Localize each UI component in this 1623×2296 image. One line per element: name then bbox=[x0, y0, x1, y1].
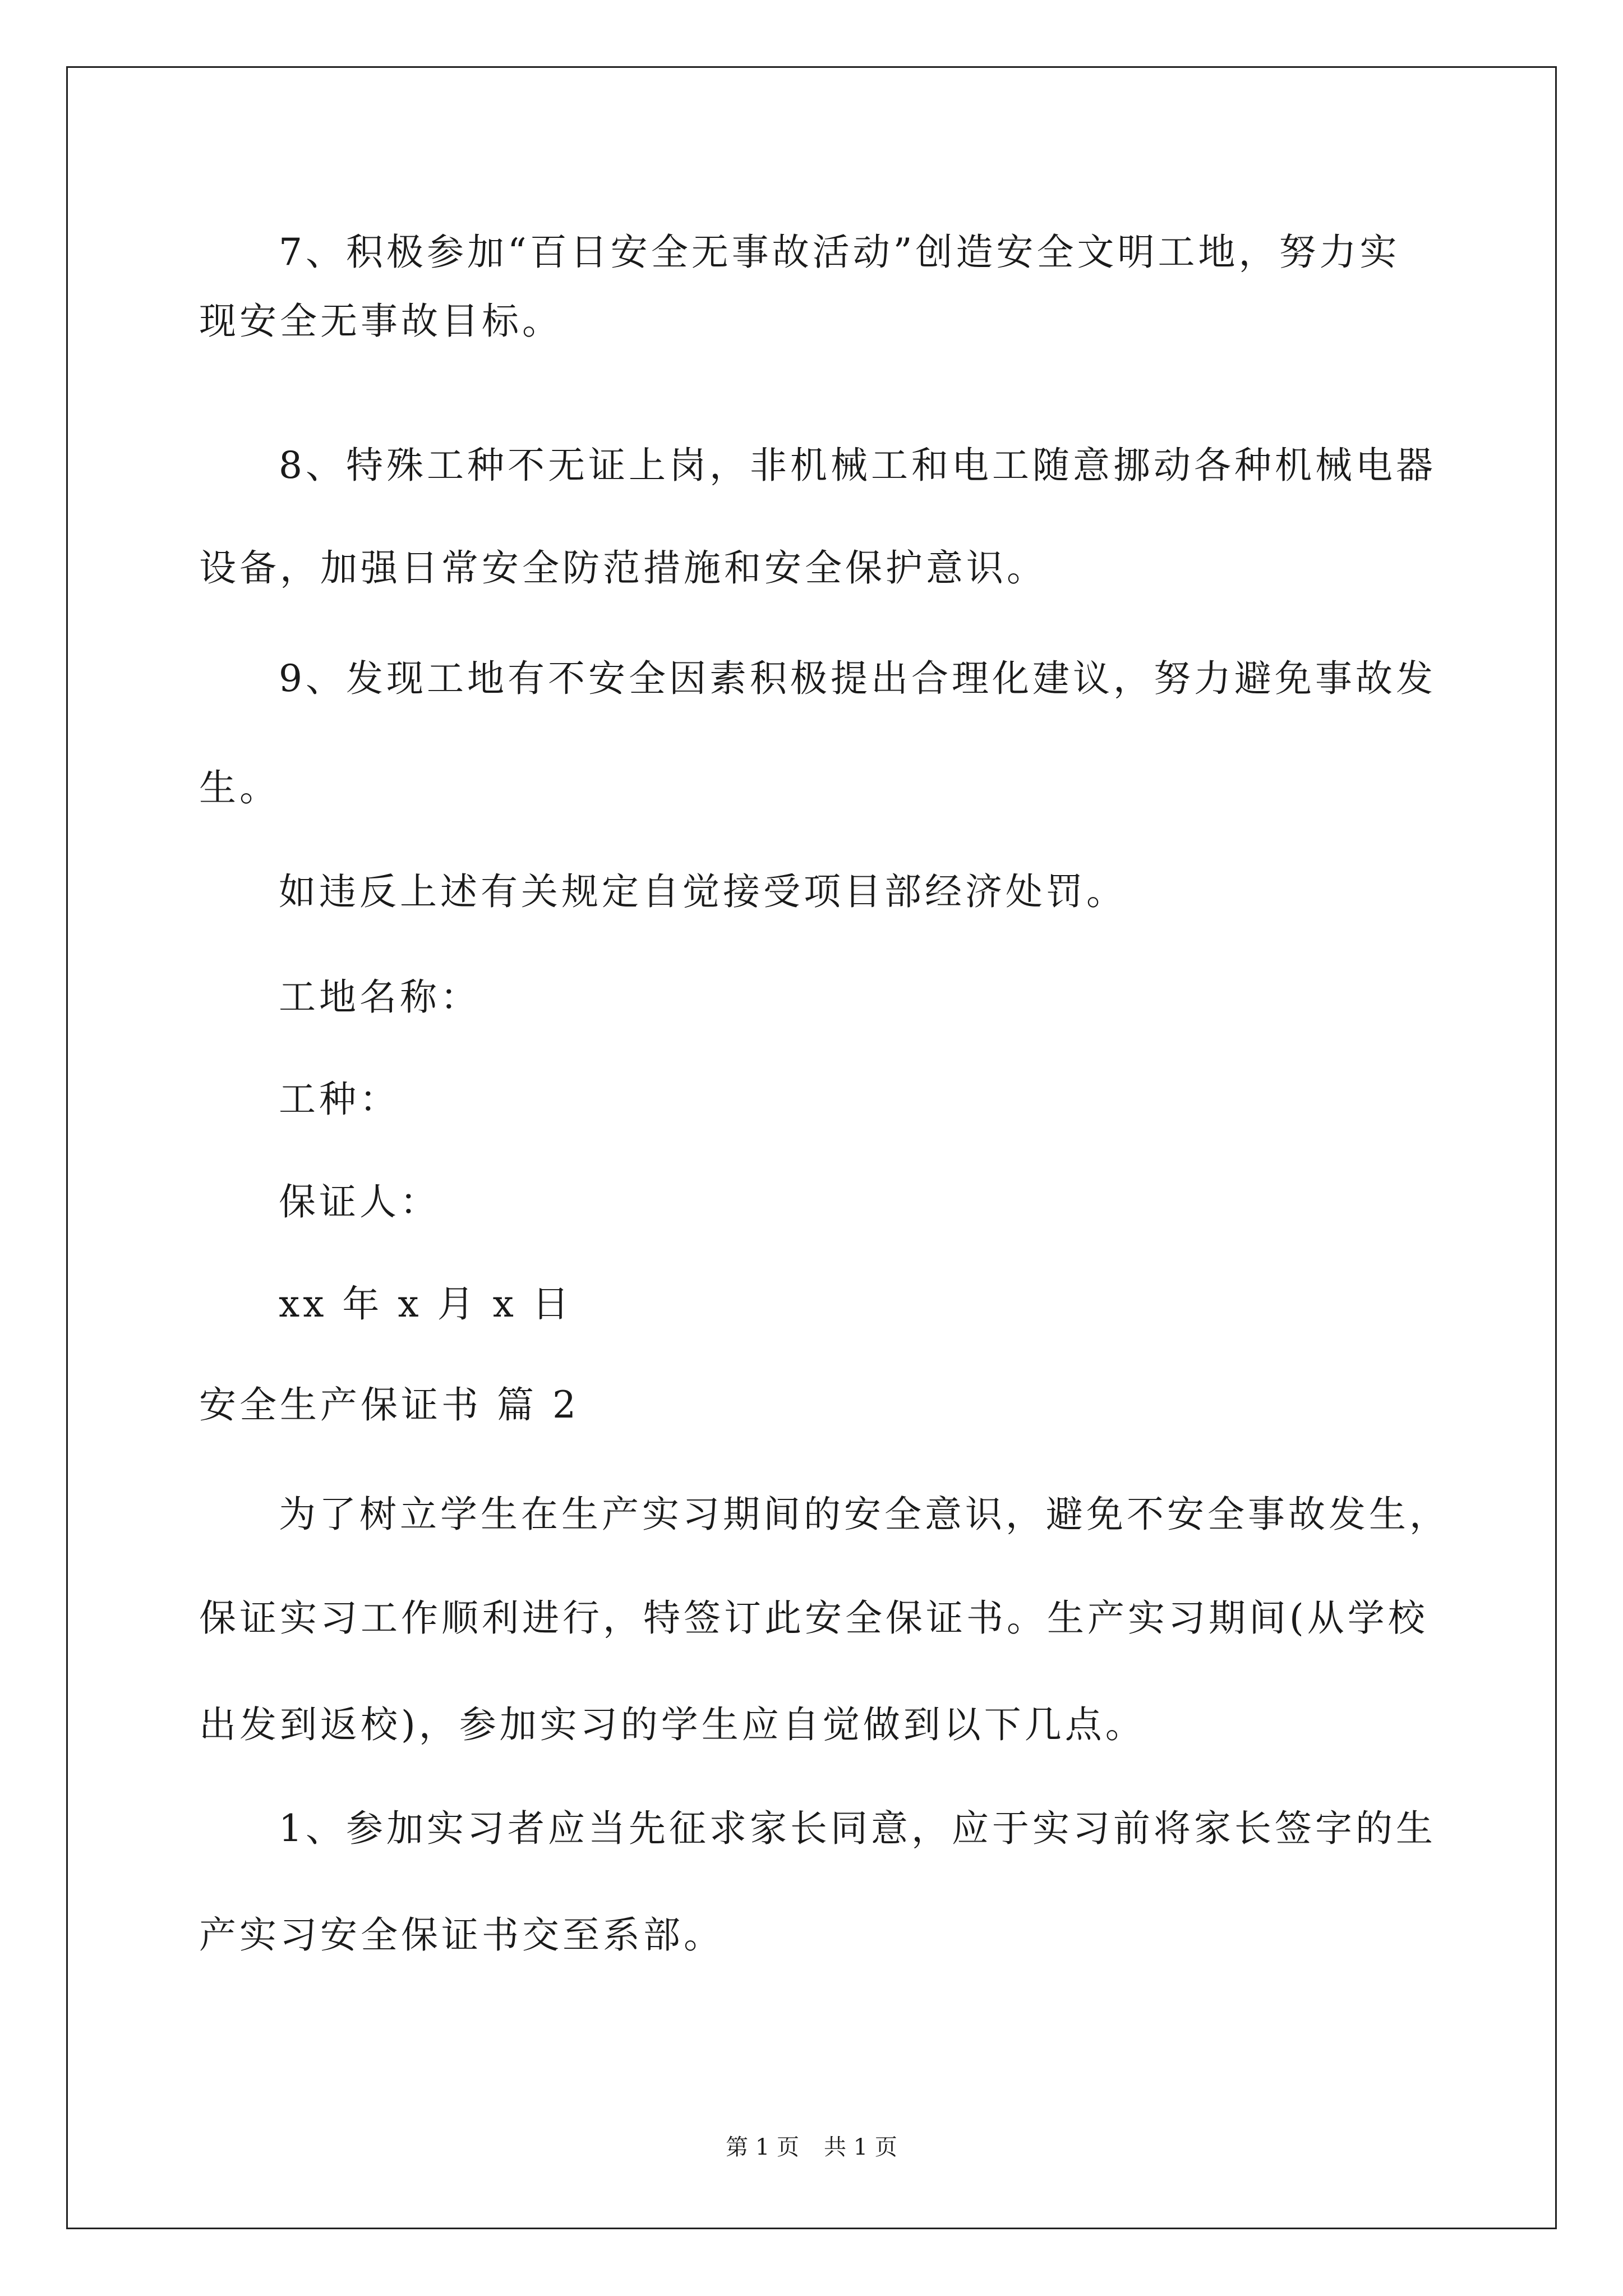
intro-line-3: 出发到返校)，参加实习的学生应自觉做到以下几点。 bbox=[199, 1703, 1146, 1746]
page-border bbox=[66, 66, 1557, 2229]
section-heading: 安全生产保证书 篇 2 bbox=[199, 1383, 579, 1427]
item-9-line-2: 生。 bbox=[199, 766, 280, 809]
item-7-line-2: 现安全无事故目标。 bbox=[199, 300, 562, 343]
item-1-line-1: 1、参加实习者应当先征求家长同意，应于实习前将家长签字的生 bbox=[279, 1807, 1436, 1850]
date-line: xx 年 x 月 x 日 bbox=[279, 1282, 573, 1326]
item-7-line-1: 7、积极参加“百日安全无事故活动”创造安全文明工地，努力实 bbox=[279, 231, 1400, 274]
guarantor-label: 保证人： bbox=[279, 1180, 440, 1223]
page-footer bbox=[0, 2136, 1623, 2159]
item-1-line-2: 产实习安全保证书交至系部。 bbox=[199, 1913, 724, 1957]
intro-line-1: 为了树立学生在生产实习期间的安全意识，避免不安全事故发生， bbox=[279, 1493, 1450, 1536]
page-total: 共 1 页 bbox=[824, 2134, 897, 2160]
page-number: 第 1 页 bbox=[726, 2134, 799, 2160]
intro-line-2: 保证实习工作顺利进行，特签订此安全保证书。生产实习期间(从学校 bbox=[199, 1596, 1428, 1640]
trade-label: 工种： bbox=[279, 1078, 400, 1121]
site-name-label: 工地名称： bbox=[279, 976, 481, 1019]
item-9-line-1: 9、发现工地有不安全因素积极提出合理化建议，努力避免事故发 bbox=[279, 657, 1436, 700]
penalty-clause: 如违反上述有关规定自觉接受项目部经济处罚。 bbox=[279, 870, 1127, 913]
item-8-line-2: 设备，加强日常安全防范措施和安全保护意识。 bbox=[199, 546, 1047, 590]
item-8-line-1: 8、特殊工种不无证上岗，非机械工和电工随意挪动各种机械电器 bbox=[279, 444, 1436, 487]
